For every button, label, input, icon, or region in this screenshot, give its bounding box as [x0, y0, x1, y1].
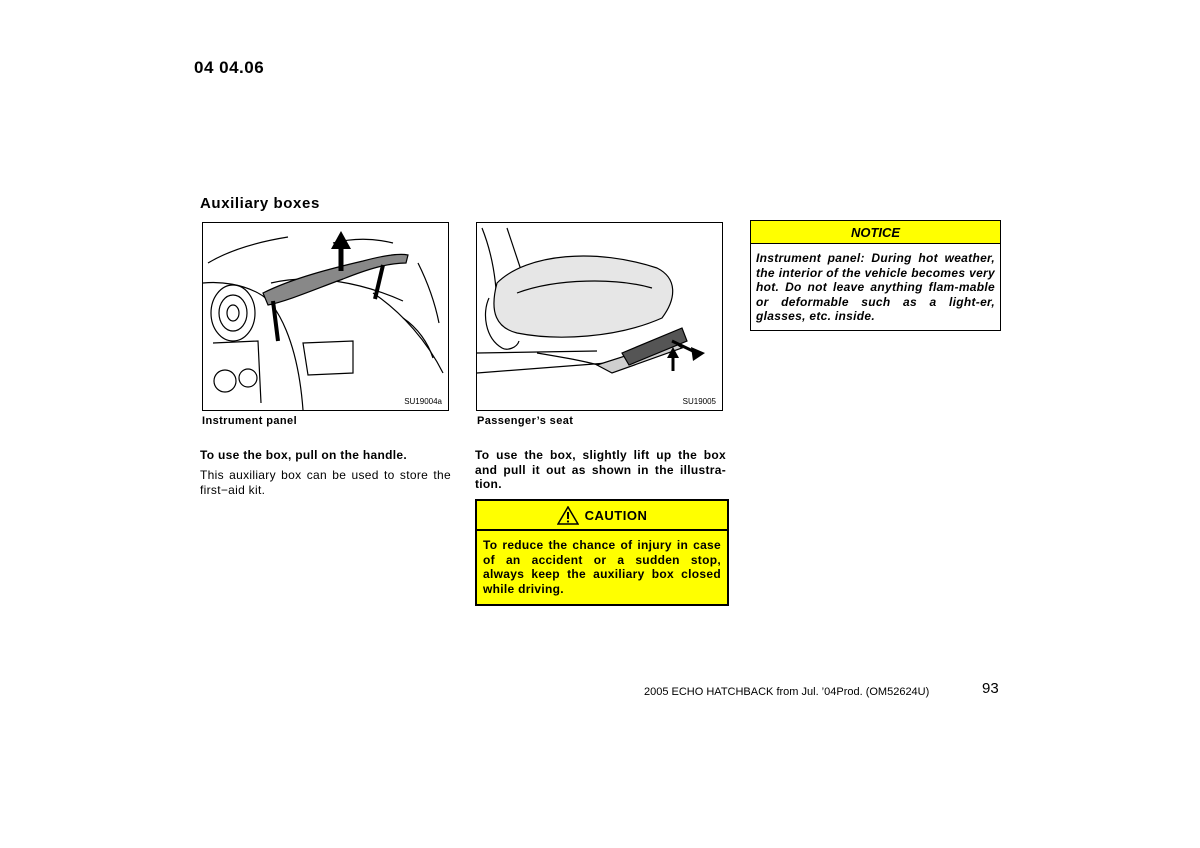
caution-header — [477, 501, 727, 531]
caution-box — [475, 499, 729, 606]
instruction-text: To use the box, slightly lift up the box and pull it out as shown in the illustra-tion. — [475, 448, 726, 491]
description-text: This auxiliary box can be used to store the first−aid kit. — [200, 468, 451, 497]
notice-header: NOTICE — [751, 221, 1000, 244]
passenger-seat-figure — [476, 222, 723, 411]
instrument-panel-figure — [202, 222, 449, 411]
instrument-panel-illustration — [203, 223, 448, 410]
figure-caption: Instrument panel — [202, 415, 298, 427]
caution-title: CAUTION — [584, 507, 648, 523]
caution-text: To reduce the chance of injury in case of an accident or a sudden stop, always keep the auxiliary box closed while driving. — [483, 538, 721, 596]
footer-text: 2005 ECHO HATCHBACK from Jul. ’04Prod. (OM52624U) — [644, 686, 930, 698]
section-title: Auxiliary boxes — [200, 195, 320, 212]
warning-triangle-icon — [557, 506, 579, 525]
notice-text: Instrument panel: During hot weather, the interior of the vehicle becomes very hot. Do not leave anything flam-mable or deformable such as a light-er, glasses, etc. inside. — [756, 251, 995, 323]
notice-box — [750, 220, 1001, 331]
passenger-seat-illustration — [477, 223, 722, 410]
figure-code: SU19005 — [682, 397, 716, 406]
page-number: 93 — [982, 680, 999, 697]
instruction-text: To use the box, pull on the handle. — [200, 448, 407, 462]
figure-code: SU19004a — [404, 397, 442, 406]
figure-caption: Passenger’s seat — [477, 415, 574, 427]
version-number: 04 04.06 — [194, 58, 265, 77]
